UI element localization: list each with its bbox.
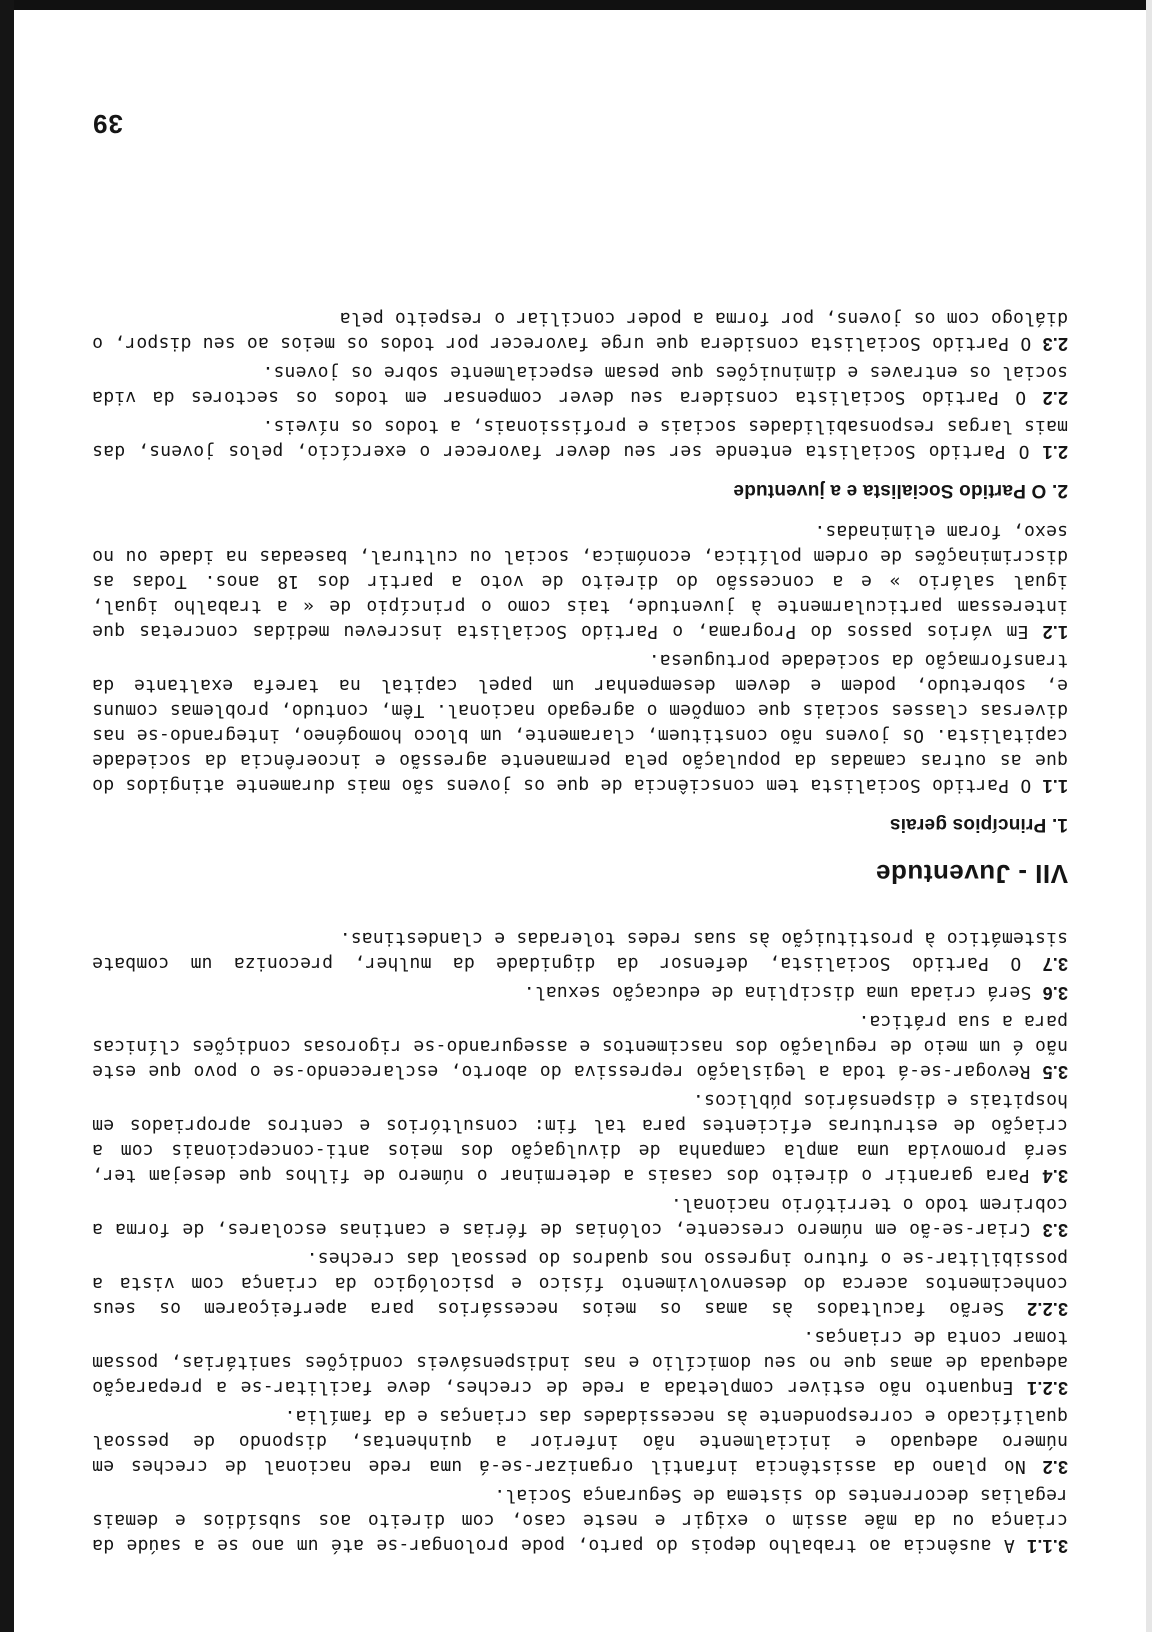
- paragraph-2-3: [92, 306, 1068, 356]
- scan-border-left: [0, 0, 14, 1632]
- paragraph-text: O Partido Socialista considera que urge favorecer por todos os meios ao seu dispor, o diálogo com os jovens, por forma a poder conciliar o respeito pela: [92, 308, 1068, 354]
- paragraph-text: Enquanto não estiver completada a rede de creches, deve facilitar-se a preparação adequada de amas que no seu domicílio e nas indispensáveis condições sanitárias, possam tomar conta de crianças.: [92, 1327, 1068, 1398]
- paragraph-1-1: [92, 648, 1068, 798]
- paragraph-number: 3.2.2: [1026, 1299, 1068, 1319]
- section-heading: 2. O Partido Socialista e a juventude: [733, 480, 1068, 501]
- paragraph-number: 3.3: [1042, 1220, 1068, 1240]
- document-page-rotated: [92, 108, 1068, 1558]
- paragraph-text: O Partido Socialista entende ser seu dever favorecer o exercício, pelos jovens, das mais largas responsabilidades sociais e profissionais, a todos os níveis.: [92, 416, 1068, 462]
- paragraph-number: 2.2: [1042, 388, 1068, 408]
- paragraph-3-3: [92, 1192, 1068, 1242]
- paragraph-number: 3.4: [1042, 1166, 1068, 1186]
- paragraph-number: 3.5: [1042, 1062, 1068, 1082]
- paragraph-number: 1.1: [1042, 776, 1068, 796]
- paragraph-3-4: [92, 1088, 1068, 1188]
- paragraph-3-7: [92, 926, 1068, 976]
- paragraph-3-2-1: [92, 1325, 1068, 1400]
- paragraph-number: 1.2: [1042, 622, 1068, 642]
- paragraph-text: Será criada uma disciplina de educação sexual.: [523, 982, 1032, 1003]
- paragraph-number: 3.2.1: [1026, 1378, 1068, 1398]
- chapter-title: VII - Juventude: [875, 859, 1068, 889]
- section-heading: 1. Princípios gerais: [889, 814, 1068, 835]
- paragraph-3-1-1: [92, 1483, 1068, 1558]
- scan-border-right: [1146, 0, 1152, 1632]
- paragraph-text: O Partido Socialista considera seu dever compensar em todos os sectores da vida social os entraves e diminuições que pesam especialmente sobre os jovens.: [92, 362, 1068, 408]
- paragraph-number: 3.1.1: [1026, 1536, 1068, 1556]
- paragraph-text: Em vários passos do Programa, o Partido Socialista inscreveu medidas concretas que interessam particularmente à juventude, tais como o princípio de « a trabalho igual, igual salário » e a concessão do direito de voto a partir dos 18 anos. Todas as discriminações de ordem política, económica, social ou cultural, baseadas na idade ou no sexo, foram eliminadas.: [92, 521, 1068, 642]
- paragraph-number: 3.6: [1042, 983, 1068, 1003]
- page-number: 39: [92, 109, 123, 139]
- paragraph-text: Criar-se-ão em número crescente, colónias de férias e cantinas escolares, de forma a cobrirem todo o território nacional.: [92, 1194, 1068, 1240]
- paragraph-number: 2.1: [1042, 442, 1068, 462]
- paragraph-number: 3.2: [1042, 1457, 1068, 1477]
- paragraph-text: No plano da assistência infantil organizar-se-á uma rede nacional de creches em número adequado e inicialmente não inferior a quinhentas, dispondo de pessoal qualificado e correspondente às necessidades das crianças e da família.: [92, 1406, 1068, 1477]
- paragraph-3-2: [92, 1404, 1068, 1479]
- paragraph-2-2: [92, 360, 1068, 410]
- paragraph-2-1: [92, 414, 1068, 464]
- paragraph-text: O Partido Socialista tem consciência de que os jovens são mais duramente atingidos do que as outras camadas da população pela permanente agressão e incoerência da sociedade capitalista. Os jovens não constituem, claramente, um bloco homogéneo, integrando-se nas diversas classes sociais que compõem o agregado nacional. Têm, contudo, problemas comuns e, sobretudo, podem e devem desempenhar um papel capital na tarefa exaltante da transformação da sociedade portuguesa.: [92, 650, 1068, 796]
- paragraph-3-5: [92, 1009, 1068, 1084]
- paragraph-text: A ausência ao trabalho depois do parto, pode prolongar-se até um ano se a saúde da criança ou da mãe assim o exigir e neste caso, com direito aos subsídios e demais regalias decorrentes do sistema de Segurança Social.: [92, 1485, 1068, 1556]
- paragraph-3-2-2: [92, 1246, 1068, 1321]
- paragraph-number: 2.3: [1042, 334, 1068, 354]
- paragraph-text: Revogar-se-á toda a legislação repressiva do aborto, esclarecendo-se o povo que este não é um meio de regulação dos nascimentos e assegurando-se rigorosas condições clínicas para a sua prática.: [92, 1011, 1068, 1082]
- paragraph-number: 3.7: [1042, 954, 1068, 974]
- paragraph-1-2: [92, 519, 1068, 644]
- paragraph-text: Serão facultados às amas os meios necessários para aperfeiçoarem os seus conhecimentos acerca do desenvolvimento físico e psicológico da criança com vista a possibilitar-se o futuro ingresso nos quadros do pessoal das creches.: [92, 1248, 1068, 1319]
- paragraph-text: O Partido Socialista, defensor da dignidade da mulher, preconiza um combate sistemático à prostituição às suas redes toleradas e clandestinas.: [92, 928, 1068, 974]
- paragraph-text: Para garantir o direito dos casais a determinar o número de filhos que desejam ter, será promovida uma ampla campanha de divulgação dos meios anti-concepcionais com a criação de estruturas eficientes para tal fim: consultórios e centros apropriados em hospitais e dispensários públicos.: [92, 1090, 1068, 1186]
- document-body: [92, 302, 1068, 1558]
- paragraph-3-6: [92, 980, 1068, 1005]
- scan-border-top: [0, 0, 1152, 10]
